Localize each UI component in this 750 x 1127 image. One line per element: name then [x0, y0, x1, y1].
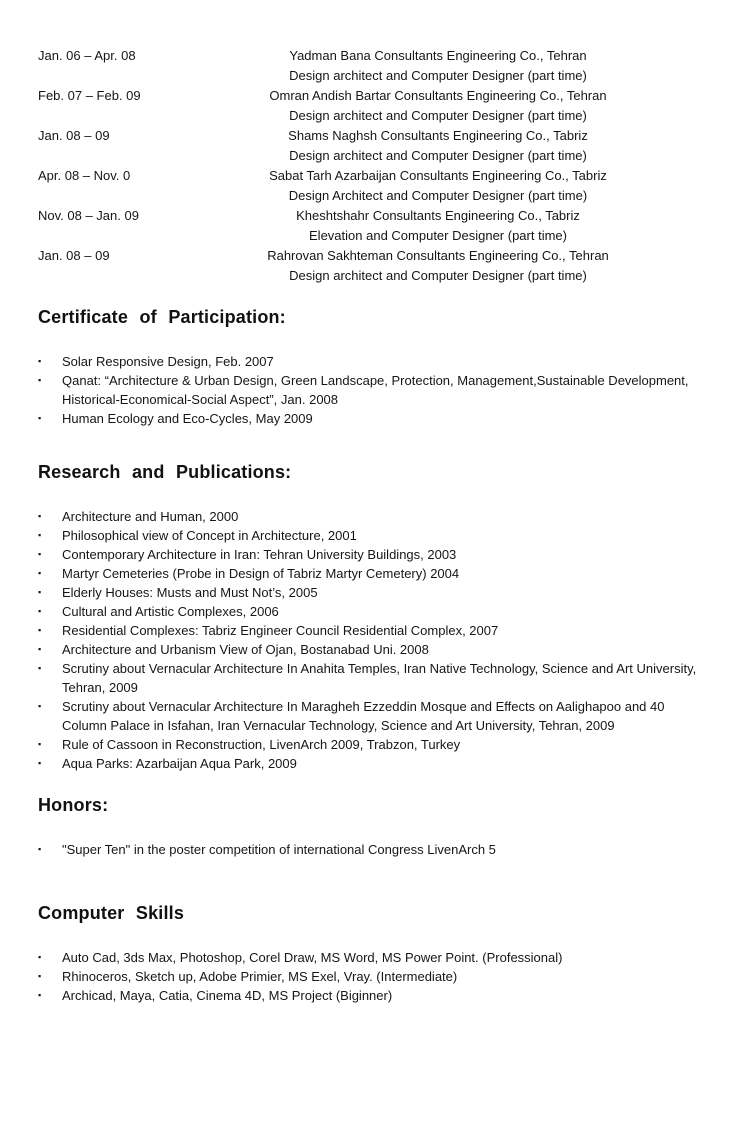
skill-item	[38, 986, 712, 1005]
bullet-icon: ▪	[38, 952, 42, 962]
experience-role: Elevation and Computer Designer (part time)	[309, 228, 567, 243]
research-item	[38, 564, 712, 583]
research-item	[38, 583, 712, 602]
research-item-text: Martyr Cemeteries (Probe in Design of Tabriz Martyr Cemetery) 2004	[62, 566, 460, 581]
experience-company: Yadman Bana Consultants Engineering Co., Tehran	[289, 48, 587, 63]
experience-period: Feb. 07 – Feb. 09	[38, 88, 141, 103]
research-section	[38, 462, 712, 773]
experience-period: Apr. 08 – Nov. 0	[38, 168, 131, 183]
experience-detail	[228, 206, 648, 246]
bullet-icon: ▪	[38, 739, 42, 749]
bullet-icon: ▪	[38, 375, 42, 385]
experience-role: Design architect and Computer Designer (part time)	[289, 268, 587, 283]
research-item	[38, 640, 712, 659]
bullet-icon: ▪	[38, 511, 42, 521]
experience-role: Design architect and Computer Designer (part time)	[289, 148, 587, 163]
research-item-text: Rule of Cassoon in Reconstruction, LivenArch 2009, Trabzon, Turkey	[62, 737, 461, 752]
experience-entry	[38, 206, 712, 246]
bullet-icon: ▪	[38, 625, 42, 635]
research-item-text: Residential Complexes: Tabriz Engineer Council Residential Complex, 2007	[62, 623, 499, 638]
experience-detail	[228, 246, 648, 286]
bullet-icon: ▪	[38, 701, 42, 711]
experience-detail	[228, 86, 648, 126]
research-list	[38, 507, 712, 773]
research-item	[38, 754, 712, 773]
certificates-list	[38, 352, 712, 428]
skill-item-text: Auto Cad, 3ds Max, Photoshop, Corel Draw, MS Word, MS Power Point. (Professional)	[62, 950, 563, 965]
experience-entry	[38, 86, 712, 126]
bullet-icon: ▪	[38, 413, 42, 423]
experience-detail	[228, 46, 648, 86]
bullet-icon: ▪	[38, 568, 42, 578]
experience-period: Jan. 08 – 09	[38, 248, 110, 263]
experience-entry	[38, 246, 712, 286]
experience-role: Design architect and Computer Designer (part time)	[289, 68, 587, 83]
experience-company: Sabat Tarh Azarbaijan Consultants Engineering Co., Tabriz	[269, 168, 607, 183]
research-item	[38, 507, 712, 526]
honors-heading: Honors:	[38, 795, 109, 815]
research-item	[38, 697, 712, 735]
bullet-icon: ▪	[38, 356, 42, 366]
research-item-text: Elderly Houses: Musts and Must Not’s, 2005	[62, 585, 318, 600]
experience-entry	[38, 46, 712, 86]
research-item-text: Architecture and Human, 2000	[62, 509, 239, 524]
research-item-text: Architecture and Urbanism View of Ojan, Bostanabad Uni. 2008	[62, 642, 429, 657]
research-item-text: Philosophical view of Concept in Architecture, 2001	[62, 528, 357, 543]
certificate-item	[38, 371, 712, 409]
research-item	[38, 621, 712, 640]
research-item-text: Scrutiny about Vernacular Architecture In Anahita Temples, Iran Native Technology, Science and Art University, Tehran, 2009	[62, 661, 697, 695]
experience-role: Design Architect and Computer Designer (part time)	[288, 188, 588, 203]
bullet-icon: ▪	[38, 587, 42, 597]
research-item	[38, 659, 712, 697]
bullet-icon: ▪	[38, 606, 42, 616]
certificates-heading: Certificate of Participation:	[38, 307, 286, 327]
bullet-icon: ▪	[38, 990, 42, 1000]
computer-skills-list	[38, 948, 712, 1005]
bullet-icon: ▪	[38, 971, 42, 981]
honors-section	[38, 795, 712, 859]
bullet-icon: ▪	[38, 549, 42, 559]
research-item	[38, 602, 712, 621]
experience-period: Jan. 08 – 09	[38, 128, 110, 143]
skill-item-text: Rhinoceros, Sketch up, Adobe Primier, MS Exel, Vray. (Intermediate)	[62, 969, 458, 984]
certificates-section	[38, 307, 712, 428]
research-item-text: Cultural and Artistic Complexes, 2006	[62, 604, 279, 619]
research-item-text: Aqua Parks: Azarbaijan Aqua Park, 2009	[62, 756, 297, 771]
experience-company: Rahrovan Sakhteman Consultants Engineering Co., Tehran	[267, 248, 609, 263]
experience-company: Shams Naghsh Consultants Engineering Co., Tabriz	[288, 128, 588, 143]
computer-skills-section	[38, 903, 712, 1005]
bullet-icon: ▪	[38, 844, 42, 854]
skill-item	[38, 948, 712, 967]
honor-item	[38, 840, 712, 859]
skill-item-text: Archicad, Maya, Catia, Cinema 4D, MS Project (Biginner)	[62, 988, 393, 1003]
bullet-icon: ▪	[38, 663, 42, 673]
experience-role: Design architect and Computer Designer (part time)	[289, 108, 587, 123]
computer-skills-heading: Computer Skills	[38, 903, 185, 923]
certificate-item-text: Human Ecology and Eco-Cycles, May 2009	[62, 411, 313, 426]
experience-entry	[38, 166, 712, 206]
honor-item-text: "Super Ten" in the poster competition of international Congress LivenArch 5	[62, 842, 496, 857]
bullet-icon: ▪	[38, 530, 42, 540]
certificate-item	[38, 409, 712, 428]
certificate-item-text: Qanat: “Architecture & Urban Design, Green Landscape, Protection, Management,Sustainable Development, Historical-Economical-Social Aspect”, Jan. 2008	[62, 373, 689, 407]
experience-period: Jan. 06 – Apr. 08	[38, 48, 136, 63]
research-heading: Research and Publications:	[38, 462, 292, 482]
research-item	[38, 526, 712, 545]
experience-company: Kheshtshahr Consultants Engineering Co., Tabriz	[296, 208, 580, 223]
experience-period: Nov. 08 – Jan. 09	[38, 208, 139, 223]
experience-company: Omran Andish Bartar Consultants Engineering Co., Tehran	[269, 88, 607, 103]
research-item	[38, 545, 712, 564]
experience-section	[38, 46, 712, 286]
certificate-item-text: Solar Responsive Design, Feb. 2007	[62, 354, 274, 369]
skill-item	[38, 967, 712, 986]
experience-detail	[228, 126, 648, 166]
research-item	[38, 735, 712, 754]
experience-detail	[228, 166, 648, 206]
research-item-text: Contemporary Architecture in Iran: Tehran University Buildings, 2003	[62, 547, 457, 562]
bullet-icon: ▪	[38, 644, 42, 654]
bullet-icon: ▪	[38, 758, 42, 768]
experience-entry	[38, 126, 712, 166]
certificate-item	[38, 352, 712, 371]
research-item-text: Scrutiny about Vernacular Architecture In Maragheh Ezzeddin Mosque and Effects on Aalighapoo and 40 Column Palace in Isfahan, Iran Vernacular Technology, Science and Art University, Tehran, 2009	[62, 699, 665, 733]
honors-list	[38, 840, 712, 859]
